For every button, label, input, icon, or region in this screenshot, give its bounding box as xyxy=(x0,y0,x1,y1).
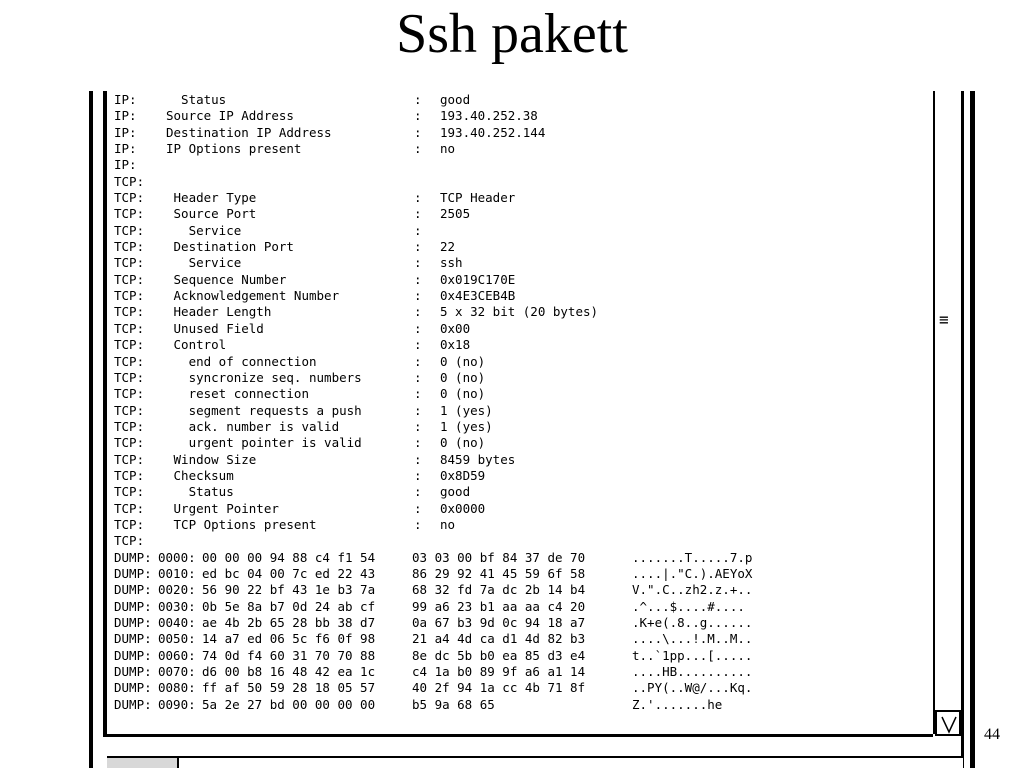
field-separator: : xyxy=(414,418,422,434)
field-value: 0x18 xyxy=(440,337,471,353)
field-separator: : xyxy=(414,239,422,255)
line-protocol-prefix: TCP: xyxy=(114,516,145,532)
decode-line xyxy=(114,533,752,549)
decode-line xyxy=(114,403,752,419)
field-name: Service xyxy=(166,255,242,271)
field-value: 8459 bytes xyxy=(440,451,516,467)
hex-dump-line xyxy=(114,631,752,647)
decode-line xyxy=(114,255,752,271)
dump-prefix: DUMP: xyxy=(114,582,152,598)
field-value: TCP Header xyxy=(440,190,516,206)
field-name: Status xyxy=(166,484,234,500)
field-separator: : xyxy=(414,516,422,532)
field-name: ack. number is valid xyxy=(166,418,340,434)
hex-dump-line xyxy=(114,664,752,680)
line-protocol-prefix: TCP: xyxy=(114,451,145,467)
line-protocol-prefix: TCP: xyxy=(114,353,145,369)
field-separator: : xyxy=(414,141,422,157)
field-value: 1 (yes) xyxy=(440,418,493,434)
field-value: ssh xyxy=(440,255,463,271)
field-name: IP Options present xyxy=(166,141,302,157)
packet-decode-listing xyxy=(114,92,752,713)
dump-ascii: t..`1pp...[..... xyxy=(632,647,753,663)
dump-hex-bytes-2: 86 29 92 41 45 59 6f 58 xyxy=(412,565,586,581)
field-name: Urgent Pointer xyxy=(166,500,279,516)
hex-dump-line xyxy=(114,697,752,713)
field-separator: : xyxy=(414,353,422,369)
line-protocol-prefix: TCP: xyxy=(114,255,145,271)
decode-line xyxy=(114,288,752,304)
dump-hex-bytes-1: 14 a7 ed 06 5c f6 0f 98 xyxy=(202,631,376,647)
field-name: Control xyxy=(166,337,227,353)
field-separator: : xyxy=(414,271,422,287)
field-separator: : xyxy=(414,467,422,483)
line-protocol-prefix: TCP: xyxy=(114,337,145,353)
hex-dump-line xyxy=(114,680,752,696)
dump-hex-bytes-2: 21 a4 4d ca d1 4d 82 b3 xyxy=(412,631,586,647)
dump-ascii: ....|."C.).AEYoX xyxy=(632,565,753,581)
dump-offset: 0080: xyxy=(158,680,196,696)
line-protocol-prefix: TCP: xyxy=(114,500,145,516)
dump-hex-bytes-1: ed bc 04 00 7c ed 22 43 xyxy=(202,565,376,581)
line-protocol-prefix: TCP: xyxy=(114,435,145,451)
field-separator: : xyxy=(414,304,422,320)
field-value: 0x019C170E xyxy=(440,271,516,287)
dump-offset: 0090: xyxy=(158,696,196,712)
field-value: 0 (no) xyxy=(440,435,486,451)
dump-ascii: ..PY(..W@/...Kq. xyxy=(632,680,753,696)
decode-line xyxy=(114,354,752,370)
field-name: Status xyxy=(166,92,227,107)
line-protocol-prefix: TCP: xyxy=(114,533,145,549)
line-protocol-prefix: IP: xyxy=(114,157,137,173)
field-separator: : xyxy=(414,222,422,238)
down-arrow-icon xyxy=(939,714,959,734)
slide-title: Ssh pakett xyxy=(396,3,628,65)
line-protocol-prefix: TCP: xyxy=(114,173,145,189)
field-name: end of connection xyxy=(166,353,317,369)
dump-offset: 0070: xyxy=(158,664,196,680)
field-value: good xyxy=(440,484,471,500)
dump-ascii: ....HB.......... xyxy=(632,664,753,680)
dump-ascii: .^...$....#.... xyxy=(632,598,745,614)
field-name: Destination IP Address xyxy=(166,124,332,140)
text-area-bottom-border xyxy=(103,734,933,737)
dump-hex-bytes-2: 03 03 00 bf 84 37 de 70 xyxy=(412,549,586,565)
field-separator: : xyxy=(414,500,422,516)
field-name: Sequence Number xyxy=(166,271,287,287)
field-name: Service xyxy=(166,222,242,238)
field-value: 0 (no) xyxy=(440,353,486,369)
decode-line xyxy=(114,452,752,468)
decode-line xyxy=(114,174,752,190)
line-protocol-prefix: TCP: xyxy=(114,304,145,320)
decode-line xyxy=(114,517,752,533)
decode-line xyxy=(114,435,752,451)
field-name: Unused Field xyxy=(166,320,264,336)
dump-hex-bytes-2: 8e dc 5b b0 ea 85 d3 e4 xyxy=(412,647,586,663)
field-name: Window Size xyxy=(166,451,257,467)
dump-ascii: ....\...!.M..M.. xyxy=(632,631,753,647)
bottom-window-bar xyxy=(107,756,963,768)
decode-line xyxy=(114,304,752,320)
field-separator: : xyxy=(414,402,422,418)
dump-ascii: .K+e(.8..g...... xyxy=(632,615,753,630)
dump-offset: 0050: xyxy=(158,631,196,647)
field-name: Destination Port xyxy=(166,239,294,255)
line-protocol-prefix: TCP: xyxy=(114,239,145,255)
decode-line xyxy=(114,484,752,500)
dump-hex-bytes-2: 40 2f 94 1a cc 4b 71 8f xyxy=(412,680,586,696)
dump-hex-bytes-1: 74 0d f4 60 31 70 70 88 xyxy=(202,647,376,663)
line-protocol-prefix: TCP: xyxy=(114,467,145,483)
field-value: 0x4E3CEB4B xyxy=(440,288,516,304)
field-value: 2505 xyxy=(440,206,471,222)
dump-prefix: DUMP: xyxy=(114,664,152,680)
dump-offset: 0020: xyxy=(158,582,196,598)
field-separator: : xyxy=(414,288,422,304)
dump-hex-bytes-1: ae 4b 2b 65 28 bb 38 d7 xyxy=(202,615,376,630)
dump-hex-bytes-1: 5a 2e 27 bd 00 00 00 00 xyxy=(202,696,376,712)
field-value: 0x0000 xyxy=(440,500,486,516)
decode-line xyxy=(114,239,752,255)
field-separator: : xyxy=(414,320,422,336)
field-separator: : xyxy=(414,435,422,451)
window-frame-left-gap xyxy=(93,91,103,768)
page-number: 44 xyxy=(984,726,1000,743)
hex-dump-line xyxy=(114,615,752,631)
decode-line xyxy=(114,108,752,124)
dump-hex-bytes-2: b5 9a 68 65 xyxy=(412,696,495,712)
line-protocol-prefix: TCP: xyxy=(114,369,145,385)
field-separator: : xyxy=(414,369,422,385)
field-separator: : xyxy=(414,451,422,467)
decode-line xyxy=(114,223,752,239)
line-protocol-prefix: TCP: xyxy=(114,386,145,402)
decode-line xyxy=(114,370,752,386)
vertical-scrollbar[interactable] xyxy=(933,91,961,734)
dump-prefix: DUMP: xyxy=(114,647,152,663)
dump-prefix: DUMP: xyxy=(114,598,152,614)
dump-offset: 0060: xyxy=(158,647,196,663)
field-separator: : xyxy=(414,484,422,500)
window-frame-right-outer xyxy=(970,91,975,768)
dump-prefix: DUMP: xyxy=(114,631,152,647)
dump-ascii: Z.'.......he xyxy=(632,696,723,712)
line-protocol-prefix: TCP: xyxy=(114,402,145,418)
field-value: good xyxy=(440,92,471,107)
decode-line xyxy=(114,501,752,517)
decode-line xyxy=(114,337,752,353)
field-value: 193.40.252.144 xyxy=(440,124,546,140)
line-protocol-prefix: TCP: xyxy=(114,271,145,287)
decode-line xyxy=(114,157,752,173)
dump-offset: 0040: xyxy=(158,615,196,630)
field-name: Checksum xyxy=(166,467,234,483)
line-protocol-prefix: TCP: xyxy=(114,190,145,206)
decode-line xyxy=(114,190,752,206)
field-name: Source Port xyxy=(166,206,257,222)
line-protocol-prefix: IP: xyxy=(114,92,137,107)
field-value: 0 (no) xyxy=(440,369,486,385)
field-name: urgent pointer is valid xyxy=(166,435,362,451)
field-separator: : xyxy=(414,386,422,402)
dump-hex-bytes-1: d6 00 b8 16 48 42 ea 1c xyxy=(202,664,376,680)
line-protocol-prefix: TCP: xyxy=(114,206,145,222)
field-name: Header Length xyxy=(166,304,272,320)
dump-offset: 0000: xyxy=(158,549,196,565)
field-name: syncronize seq. numbers xyxy=(166,369,362,385)
dump-hex-bytes-1: 00 00 00 94 88 c4 f1 54 xyxy=(202,549,376,565)
field-value: 22 xyxy=(440,239,456,255)
dump-prefix: DUMP: xyxy=(114,549,152,565)
field-name: reset connection xyxy=(166,386,309,402)
decode-line xyxy=(114,141,752,157)
field-separator: : xyxy=(414,206,422,222)
field-value: no xyxy=(440,516,456,532)
hex-dump-line xyxy=(114,566,752,582)
scroll-grip-icon[interactable]: ≡ xyxy=(939,310,949,329)
decode-line xyxy=(114,419,752,435)
line-protocol-prefix: IP: xyxy=(114,141,137,157)
decode-line xyxy=(114,92,752,108)
decode-line xyxy=(114,386,752,402)
decode-line xyxy=(114,272,752,288)
dump-prefix: DUMP: xyxy=(114,615,152,630)
field-separator: : xyxy=(414,255,422,271)
field-value: 5 x 32 bit (20 bytes) xyxy=(440,304,599,320)
field-name: Header Type xyxy=(166,190,257,206)
field-separator: : xyxy=(414,92,422,107)
line-protocol-prefix: TCP: xyxy=(114,288,145,304)
line-protocol-prefix: TCP: xyxy=(114,320,145,336)
decode-line xyxy=(114,206,752,222)
hex-dump-line xyxy=(114,582,752,598)
dump-offset: 0030: xyxy=(158,598,196,614)
dump-hex-bytes-2: 0a 67 b3 9d 0c 94 18 a7 xyxy=(412,615,586,630)
field-value: 193.40.252.38 xyxy=(440,108,538,124)
dump-offset: 0010: xyxy=(158,565,196,581)
line-protocol-prefix: TCP: xyxy=(114,418,145,434)
decode-line xyxy=(114,321,752,337)
line-protocol-prefix: TCP: xyxy=(114,222,145,238)
dump-prefix: DUMP: xyxy=(114,696,152,712)
dump-prefix: DUMP: xyxy=(114,565,152,581)
hex-dump-line xyxy=(114,648,752,664)
dump-hex-bytes-2: 68 32 fd 7a dc 2b 14 b4 xyxy=(412,582,586,598)
field-value: 0x00 xyxy=(440,320,471,336)
dump-hex-bytes-1: 56 90 22 bf 43 1e b3 7a xyxy=(202,582,376,598)
dump-hex-bytes-2: c4 1a b0 89 9f a6 a1 14 xyxy=(412,664,586,680)
field-value: 1 (yes) xyxy=(440,402,493,418)
bottom-bar-button[interactable] xyxy=(107,758,179,768)
line-protocol-prefix: TCP: xyxy=(114,484,145,500)
field-name: segment requests a push xyxy=(166,402,362,418)
dump-hex-bytes-1: ff af 50 59 28 18 05 57 xyxy=(202,680,376,696)
decode-line xyxy=(114,125,752,141)
dump-ascii: V.".C..zh2.z.+.. xyxy=(632,582,753,598)
hex-dump-line xyxy=(114,550,752,566)
line-protocol-prefix: IP: xyxy=(114,124,137,140)
field-separator: : xyxy=(414,108,422,124)
field-name: TCP Options present xyxy=(166,516,317,532)
decode-line xyxy=(114,468,752,484)
dump-hex-bytes-1: 0b 5e 8a b7 0d 24 ab cf xyxy=(202,598,376,614)
field-name: Acknowledgement Number xyxy=(166,288,340,304)
field-separator: : xyxy=(414,337,422,353)
field-name: Source IP Address xyxy=(166,108,294,124)
field-value: 0x8D59 xyxy=(440,467,486,483)
field-separator: : xyxy=(414,190,422,206)
dump-hex-bytes-2: 99 a6 23 b1 aa aa c4 20 xyxy=(412,598,586,614)
hex-dump-line xyxy=(114,599,752,615)
dump-prefix: DUMP: xyxy=(114,680,152,696)
field-value: no xyxy=(440,141,456,157)
dump-ascii: .......T.....7.p xyxy=(632,549,753,565)
line-protocol-prefix: IP: xyxy=(114,108,137,124)
field-separator: : xyxy=(414,124,422,140)
scroll-down-button[interactable] xyxy=(935,710,961,736)
field-value: 0 (no) xyxy=(440,386,486,402)
